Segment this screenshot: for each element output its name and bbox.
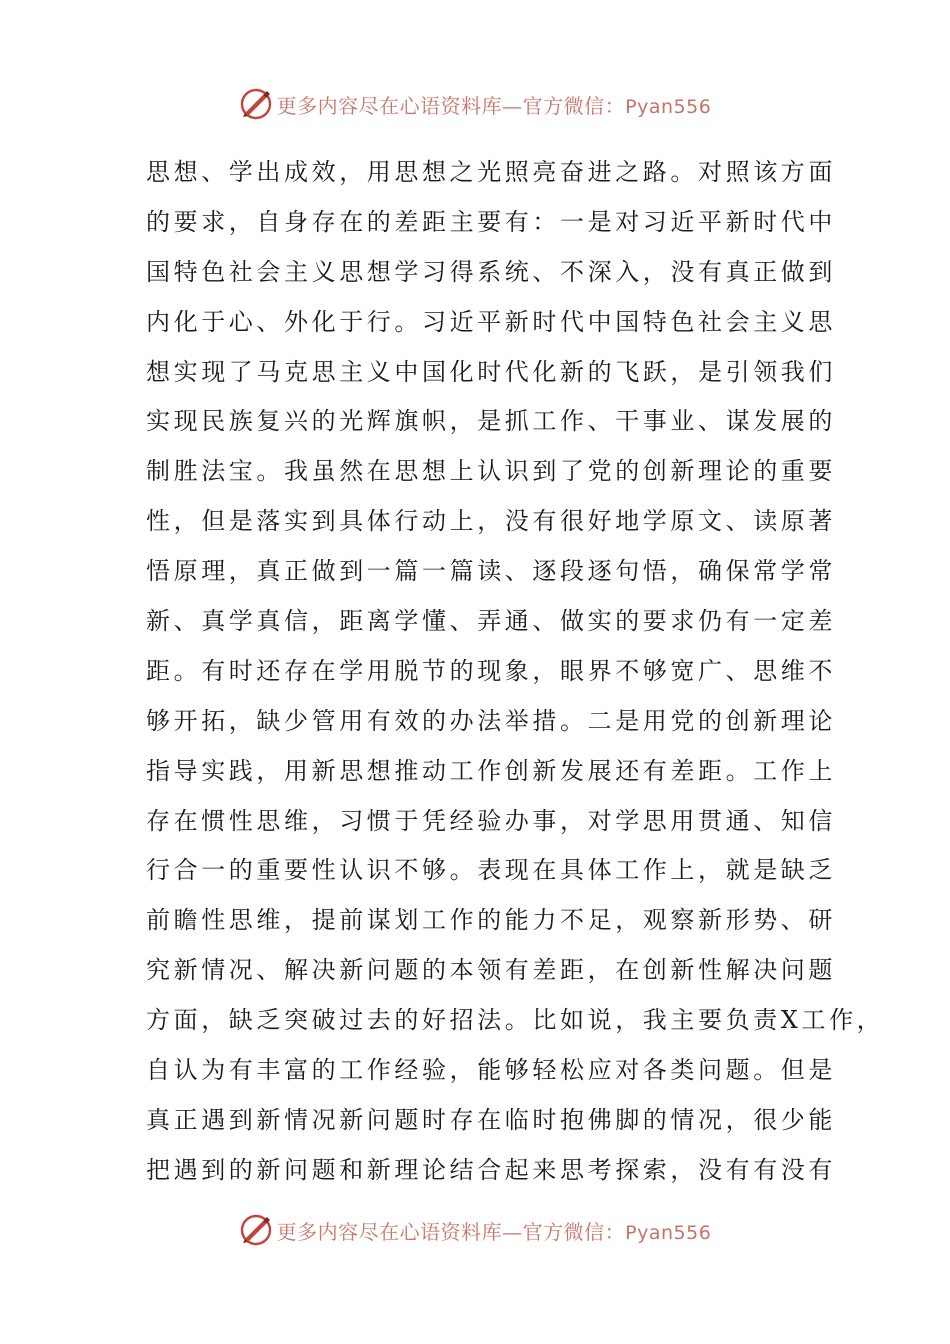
body-line: 真正遇到新情况新问题时存在临时抱佛脚的情况，很少能 bbox=[146, 1105, 836, 1134]
body-line: 新、真学真信，距离学懂、弄通、做实的要求仍有一定差 bbox=[146, 607, 836, 636]
footer-wechat-id: Pyan556 bbox=[625, 1221, 712, 1244]
body-line: 够开拓，缺少管用有效的办法举措。二是用党的创新理论 bbox=[146, 706, 836, 735]
body-line: 自认为有丰富的工作经验，能够轻松应对各类问题。但是 bbox=[146, 1056, 836, 1085]
body-line: 距。有时还存在学用脱节的现象，眼界不够宽广、思维不 bbox=[146, 656, 836, 685]
pen-logo-icon bbox=[239, 1213, 273, 1247]
body-line: 把遇到的新问题和新理论结合起来思考探索，没有有没有 bbox=[146, 1155, 836, 1184]
body-line: 究新情况、解决新问题的本领有差距，在创新性解决问题 bbox=[146, 956, 836, 985]
body-line: 悟原理，真正做到一篇一篇读、逐段逐句悟，确保常学常 bbox=[146, 557, 836, 586]
body-line: 指导实践，用新思想推动工作创新发展还有差距。工作上 bbox=[146, 756, 836, 785]
body-line: 前瞻性思维，提前谋划工作的能力不足，观察新形势、研 bbox=[146, 906, 836, 935]
pen-logo-icon bbox=[239, 87, 273, 121]
body-line: 行合一的重要性认识不够。表现在具体工作上，就是缺乏 bbox=[146, 856, 836, 885]
body-line: 国特色社会主义思想学习得系统、不深入，没有真正做到 bbox=[146, 257, 836, 286]
body-line: 想实现了马克思主义中国化时代化新的飞跃，是引领我们 bbox=[146, 357, 836, 386]
document-body bbox=[146, 148, 885, 1196]
header-wechat-id: Pyan556 bbox=[625, 95, 712, 118]
body-line: 存在惯性思维，习惯于凭经验办事，对学思用贯通、知信 bbox=[146, 806, 836, 835]
header-banner-text: 更多内容尽在心语资料库—官方微信：Pyan556 bbox=[276, 93, 712, 118]
body-line: 性，但是落实到具体行动上，没有很好地学原文、读原著 bbox=[146, 507, 836, 536]
body-line: 实现民族复兴的光辉旗帜，是抓工作、干事业、谋发展的 bbox=[146, 407, 836, 436]
body-line: 思想、学出成效，用思想之光照亮奋进之路。对照该方面 bbox=[146, 158, 836, 186]
header-banner bbox=[0, 84, 950, 124]
footer-banner bbox=[0, 1210, 950, 1250]
body-line: 内化于心、外化于行。习近平新时代中国特色社会主义思 bbox=[146, 307, 836, 336]
body-line: 制胜法宝。我虽然在思想上认识到了党的创新理论的重要 bbox=[146, 457, 836, 486]
body-line: 方面，缺乏突破过去的好招法。比如说，我主要负责X工作， bbox=[146, 1006, 885, 1035]
footer-banner-text: 更多内容尽在心语资料库—官方微信：Pyan556 bbox=[276, 1219, 712, 1244]
body-line: 的要求，自身存在的差距主要有：一是对习近平新时代中 bbox=[146, 207, 836, 236]
